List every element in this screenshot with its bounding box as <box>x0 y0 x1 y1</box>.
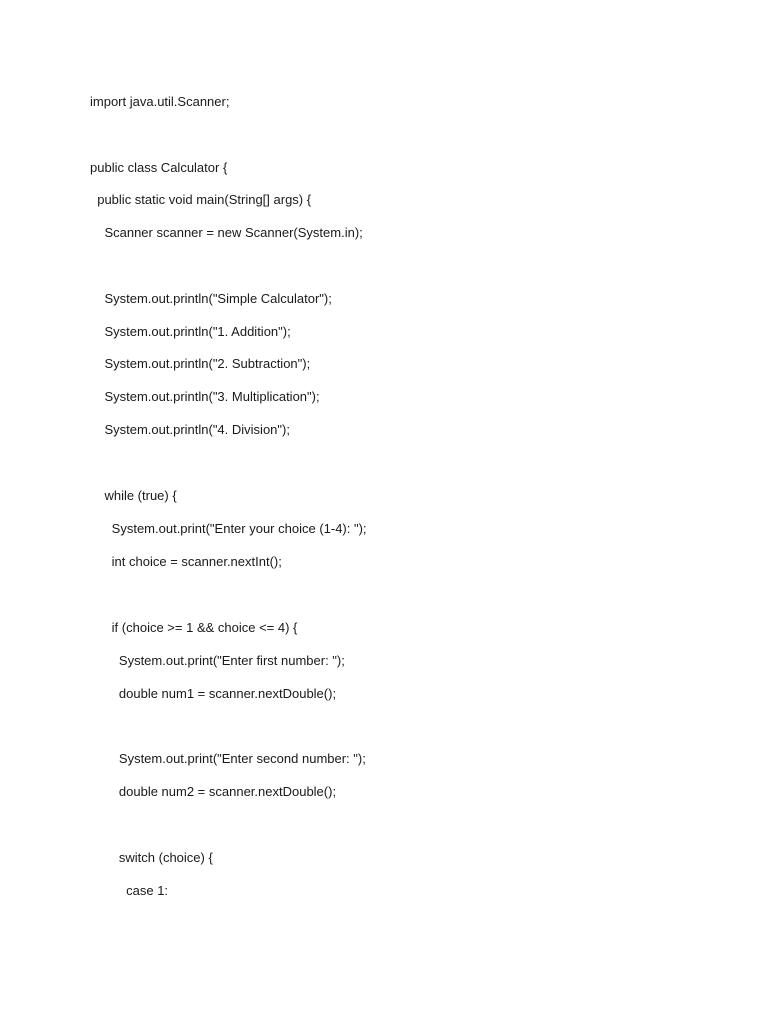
code-line-print-division: System.out.println("4. Division"); <box>90 422 290 437</box>
code-line-if-choice: if (choice >= 1 && choice <= 4) { <box>90 620 298 635</box>
code-line-read-num2: double num2 = scanner.nextDouble(); <box>90 784 337 799</box>
code-line-while-loop: while (true) { <box>90 488 177 503</box>
code-line-read-choice: int choice = scanner.nextInt(); <box>90 554 282 569</box>
code-line-read-num1: double num1 = scanner.nextDouble(); <box>90 686 337 701</box>
code-line-main-method: public static void main(String[] args) { <box>90 192 312 207</box>
code-line-print-subtraction: System.out.println("2. Subtraction"); <box>90 356 311 371</box>
code-line-import: import java.util.Scanner; <box>90 94 230 109</box>
code-line-print-addition: System.out.println("1. Addition"); <box>90 324 291 339</box>
code-line-prompt-choice: System.out.print("Enter your choice (1-4): "); <box>90 521 367 536</box>
code-line-print-title: System.out.println("Simple Calculator"); <box>90 291 332 306</box>
code-line-scanner-init: Scanner scanner = new Scanner(System.in); <box>90 225 363 240</box>
code-line-print-multiplication: System.out.println("3. Multiplication"); <box>90 389 320 404</box>
code-line-class-declaration: public class Calculator { <box>90 160 228 175</box>
code-line-prompt-second-number: System.out.print("Enter second number: "); <box>90 751 366 766</box>
code-line-prompt-first-number: System.out.print("Enter first number: "); <box>90 653 345 668</box>
code-line-switch: switch (choice) { <box>90 850 213 865</box>
code-line-case-1: case 1: <box>90 883 169 898</box>
